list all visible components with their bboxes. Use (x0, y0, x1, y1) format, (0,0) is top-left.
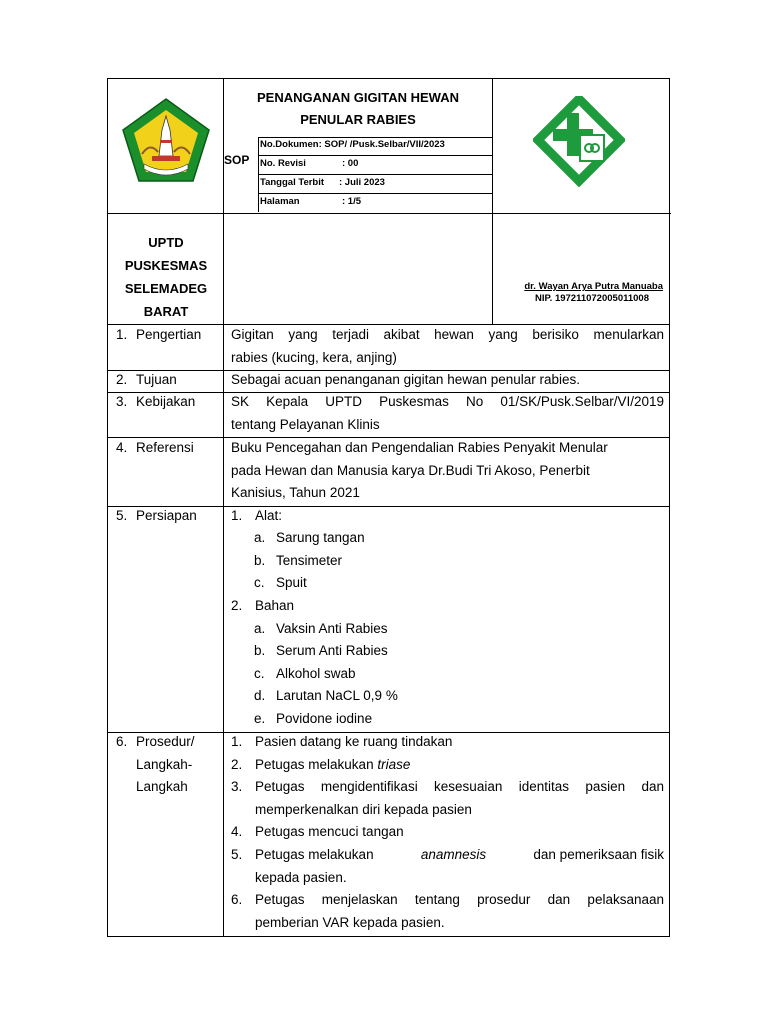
label-referensi (116, 437, 194, 460)
persiapan-alat-heading (231, 505, 282, 528)
list-letter: c. (254, 666, 265, 681)
step-text: memperkenalkan diri kepada pasien (255, 801, 472, 817)
label-number: 1. (116, 327, 128, 342)
meta-value: : 00 (342, 158, 359, 169)
meta-key: No.Dokumen (260, 139, 319, 150)
list-text: Sarung tangan (276, 530, 365, 545)
step-text: Petugas melakukan (255, 847, 378, 862)
step-number: 1. (231, 734, 243, 749)
list-text: Larutan NaCL 0,9 % (276, 688, 398, 703)
list-letter: a. (254, 621, 266, 636)
procedure-step (231, 776, 664, 821)
text-line: Gigitan yang terjadi akibat hewan yang berisiko menularkan (231, 327, 664, 342)
puskesmas-logo (533, 96, 625, 188)
label-text: Persiapan (136, 508, 197, 523)
title-line-2: PENULAR RABIES (300, 112, 416, 127)
list-item (254, 640, 388, 663)
label-pengertian (116, 324, 201, 347)
org-line: SELEMADEG (124, 281, 208, 296)
list-letter: e. (254, 711, 266, 726)
text-line: Buku Pencegahan dan Pengendalian Rabies Penyakit Menular (231, 440, 608, 455)
procedure-step (231, 821, 404, 844)
sop-header-table (107, 78, 670, 325)
meta-revision (260, 158, 358, 169)
label-text: Langkah- (136, 756, 193, 772)
meta-key: Tanggal Terbit (260, 177, 325, 188)
list-text: Spuit (276, 575, 307, 590)
label-text: Tujuan (136, 372, 177, 387)
signer-nip: NIP. 197211072005011008 (535, 293, 649, 304)
organization-name (108, 231, 224, 323)
list-item (254, 550, 342, 573)
meta-row-divider (258, 193, 492, 194)
document-title (224, 87, 492, 131)
step-number: 2. (231, 757, 243, 772)
text-line: SK Kepala UPTD Puskesmas No 01/SK/Pusk.Selbar/VI/2019 (231, 394, 664, 409)
list-text: Alkohol swab (276, 666, 356, 681)
text-line: Kanisius, Tahun 2021 (231, 485, 360, 500)
list-text: Serum Anti Rabies (276, 643, 388, 658)
step-number: 5. (231, 847, 243, 862)
list-text: Tensimeter (276, 553, 343, 568)
meta-key: Halaman (260, 196, 300, 207)
procedure-step (231, 731, 452, 754)
meta-value: : SOP/ /Pusk.Selbar/VII/2023 (318, 139, 445, 150)
list-text: Alat: (255, 508, 283, 523)
label-number: 3. (116, 394, 128, 409)
step-text: kepada pasien. (255, 869, 347, 885)
sop-content-table (107, 324, 670, 937)
step-text: Petugas mencuci tangan (255, 824, 404, 839)
label-number: 2. (116, 372, 128, 387)
list-letter: d. (254, 688, 266, 703)
text-line: pada Hewan dan Manusia karya Dr.Budi Tri Akoso, Penerbit (231, 462, 590, 478)
list-item (254, 685, 398, 708)
step-number: 3. (231, 779, 243, 794)
step-text: Petugas melakukan (255, 757, 378, 772)
label-number: 5. (116, 508, 128, 523)
list-letter: b. (254, 553, 266, 568)
meta-publish-date (260, 177, 385, 188)
label-text: Langkah (136, 779, 188, 794)
meta-page (260, 196, 361, 207)
meta-value: : 1/5 (342, 196, 362, 207)
content-pengertian (231, 324, 664, 369)
step-number: 6. (231, 892, 243, 907)
list-item (254, 618, 388, 641)
step-text: Petugas menjelaskan tentang prosedur dan pelaksanaan (255, 892, 664, 907)
label-text: Pengertian (136, 327, 202, 342)
label-number: 6. (116, 734, 128, 749)
list-item (254, 708, 372, 731)
list-number: 1. (231, 508, 243, 523)
content-kebijakan (231, 391, 664, 436)
list-item (254, 572, 307, 595)
step-number: 4. (231, 824, 243, 839)
step-emphasis: triase (377, 757, 411, 772)
label-kebijakan (116, 391, 195, 414)
label-number: 4. (116, 440, 128, 455)
step-text-row (255, 844, 664, 867)
step-emphasis: anamnesis (420, 847, 487, 862)
label-text: Kebijakan (136, 394, 196, 409)
meta-document-number (260, 139, 445, 150)
list-letter: c. (254, 575, 265, 590)
label-persiapan (116, 505, 197, 528)
sop-label: SOP (224, 153, 250, 167)
content-referensi (231, 437, 664, 505)
header-divider (492, 79, 493, 324)
label-text: Referensi (136, 440, 194, 455)
list-text: Vaksin Anti Rabies (276, 621, 388, 636)
meta-row-divider (258, 174, 492, 175)
list-letter: b. (254, 643, 266, 658)
procedure-step (231, 754, 410, 777)
meta-column-divider (258, 137, 259, 212)
title-line-1: PENANGANAN GIGITAN HEWAN (257, 90, 459, 105)
list-text: Bahan (255, 598, 295, 613)
regency-emblem-logo (120, 96, 212, 188)
text-line: rabies (kucing, kera, anjing) (231, 349, 397, 365)
list-letter: a. (254, 530, 266, 545)
signer-name: dr. Wayan Arya Putra Manuaba (524, 281, 663, 292)
org-line: PUSKESMAS (124, 258, 208, 273)
content-column-divider (223, 324, 224, 936)
label-text: Prosedur/ (136, 734, 195, 749)
procedure-step (231, 889, 664, 934)
header-row-divider (108, 213, 671, 214)
list-item (254, 663, 356, 686)
meta-key: No. Revisi (260, 158, 306, 169)
step-text: dan pemeriksaan fisik (529, 847, 664, 862)
persiapan-bahan-heading (231, 595, 294, 618)
step-text: Petugas mengidentifikasi kesesuaian identitas pasien dan (255, 779, 664, 794)
step-text: Pasien datang ke ruang tindakan (255, 734, 453, 749)
procedure-step (231, 844, 664, 889)
label-tujuan (116, 369, 177, 392)
content-tujuan: Sebagai acuan penanganan gigitan hewan penular rabies. (231, 372, 581, 387)
list-item (254, 527, 365, 550)
text-line: tentang Pelayanan Klinis (231, 416, 380, 432)
meta-value: : Juli 2023 (339, 177, 385, 188)
list-text: Povidone iodine (276, 711, 373, 726)
org-line: BARAT (143, 304, 189, 319)
list-number: 2. (231, 598, 243, 613)
org-line: UPTD (148, 235, 184, 250)
step-text: pemberian VAR kepada pasien. (255, 914, 445, 930)
meta-row-divider (258, 155, 492, 156)
meta-row-divider (258, 137, 492, 138)
label-prosedur (116, 731, 195, 799)
